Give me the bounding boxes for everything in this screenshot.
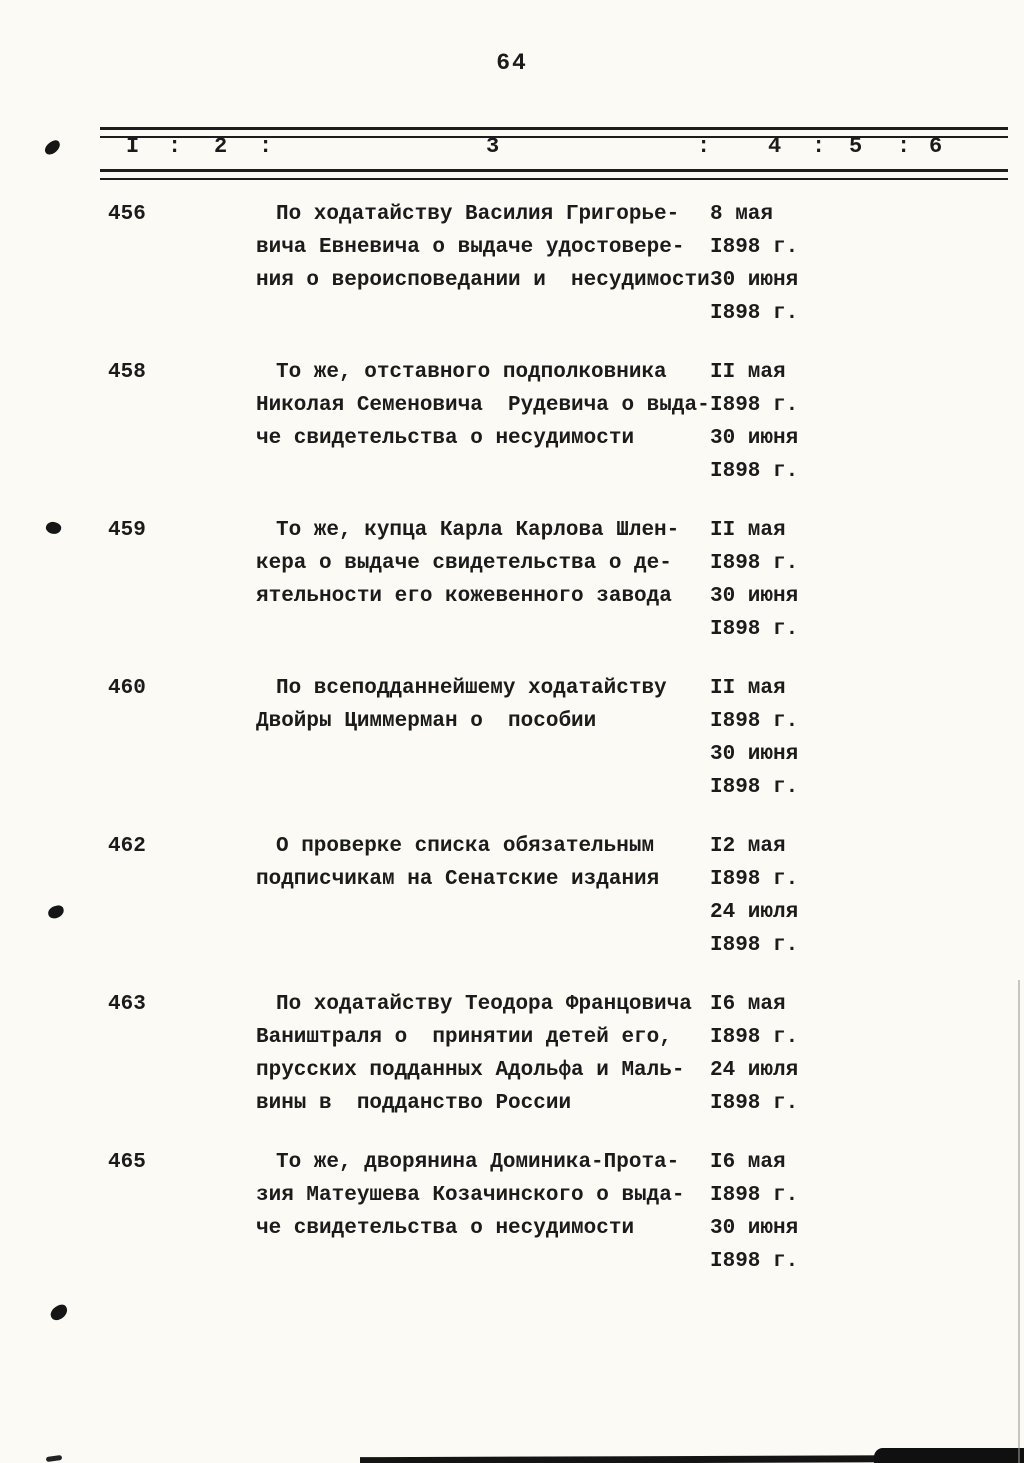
date-line: I898 г. — [710, 1092, 799, 1115]
date-line: I898 г. — [710, 618, 799, 641]
description-line: вича Евневича о выдаче удостовере- — [256, 236, 685, 259]
entry-number: 462 — [108, 835, 146, 858]
entry-description — [256, 988, 708, 1120]
date-line: II мая — [710, 519, 786, 542]
entry-dates — [708, 514, 798, 646]
entry-description — [256, 514, 708, 613]
date-line: I6 мая — [710, 1151, 786, 1174]
header-bottom-rule — [100, 169, 1008, 180]
date-line: I898 г. — [710, 236, 799, 259]
description-line: кера о выдаче свидетельства о де- — [256, 552, 672, 575]
register-entry — [0, 198, 1024, 330]
date-line: 30 июня — [710, 427, 799, 450]
date-line: 30 июня — [710, 585, 799, 608]
date-line: I898 г. — [710, 552, 799, 575]
entry-description — [256, 198, 708, 297]
entry-description — [256, 830, 708, 896]
description-line: Ваништраля о принятии детей его, — [256, 1026, 672, 1049]
description-line: По всеподданнейшему ходатайству — [276, 677, 667, 700]
register-entry — [0, 672, 1024, 804]
entry-number: 456 — [108, 203, 146, 226]
column-separator: : — [259, 134, 273, 159]
description-line: То же, купца Карла Карлова Шлен- — [276, 519, 680, 542]
column-6-header: 6 — [929, 134, 943, 159]
date-line: II мая — [710, 677, 786, 700]
entry-description — [256, 356, 708, 455]
register-entry — [0, 514, 1024, 646]
register-entry — [0, 356, 1024, 488]
description-line: зия Матеушева Козачинского о выда- — [256, 1184, 685, 1207]
entry-dates — [708, 988, 798, 1120]
register-entry — [0, 1146, 1024, 1278]
description-line: О проверке списка обязательным — [276, 835, 655, 858]
column-3-header: 3 — [486, 134, 500, 159]
date-line: I898 г. — [710, 1026, 799, 1049]
entry-number: 460 — [108, 677, 146, 700]
date-line: I898 г. — [710, 1250, 799, 1273]
column-2-header: 2 — [214, 134, 228, 159]
date-line: II мая — [710, 361, 786, 384]
scan-corner-shadow — [874, 1448, 1024, 1463]
description-line: То же, отставного подполковника — [276, 361, 667, 384]
date-line: 24 июля — [710, 1059, 799, 1082]
entry-description — [256, 1146, 708, 1245]
column-4-header: 4 — [768, 134, 782, 159]
entry-dates — [708, 198, 798, 330]
date-line: I898 г. — [710, 1184, 799, 1207]
description-line: подписчикам на Сенатские издания — [256, 868, 660, 891]
entry-dates — [708, 830, 798, 962]
table-header — [0, 134, 1024, 168]
date-line: I898 г. — [710, 394, 799, 417]
description-line: вины в подданство России — [256, 1092, 572, 1115]
column-separator: : — [697, 134, 711, 159]
register-entry — [0, 830, 1024, 962]
entry-number: 463 — [108, 993, 146, 1016]
column-separator: : — [897, 134, 911, 159]
description-line: То же, дворянина Доминика-Прота- — [276, 1151, 680, 1174]
description-line: По ходатайству Теодора Францовича — [276, 993, 692, 1016]
description-line: Двойры Циммерман о пособии — [256, 710, 597, 733]
description-line: ятельности его кожевенного завода — [256, 585, 672, 608]
date-line: 30 июня — [710, 743, 799, 766]
description-line: че свидетельства о несудимости — [256, 1217, 635, 1240]
column-5-header: 5 — [849, 134, 863, 159]
column-1-header: I — [126, 134, 140, 159]
entry-dates — [708, 672, 798, 804]
column-separator: : — [812, 134, 826, 159]
date-line: 30 июня — [710, 269, 799, 292]
description-line: По ходатайству Василия Григорье- — [276, 203, 680, 226]
description-line: ния о вероисповедании и несудимости — [256, 269, 710, 292]
entry-dates — [708, 1146, 798, 1278]
register-entries — [0, 198, 1024, 1304]
date-line: I2 мая — [710, 835, 786, 858]
date-line: I898 г. — [710, 710, 799, 733]
date-line: 30 июня — [710, 1217, 799, 1240]
description-line: че свидетельства о несудимости — [256, 427, 635, 450]
description-line: Николая Семеновича Рудевича о выда- — [256, 394, 710, 417]
ink-mark — [48, 1302, 70, 1322]
entry-number: 458 — [108, 361, 146, 384]
page-number: 64 — [496, 50, 528, 76]
date-line: I898 г. — [710, 776, 799, 799]
description-line: прусских подданных Адольфа и Маль- — [256, 1059, 685, 1082]
date-line: I898 г. — [710, 868, 799, 891]
date-line: I898 г. — [710, 460, 799, 483]
register-entry — [0, 988, 1024, 1120]
entry-dates — [708, 356, 798, 488]
date-line: 24 июля — [710, 901, 799, 924]
date-line: I6 мая — [710, 993, 786, 1016]
entry-description — [256, 672, 708, 738]
date-line: 8 мая — [710, 203, 774, 226]
entry-number: 459 — [108, 519, 146, 542]
scan-edge-line — [1018, 980, 1020, 1463]
column-separator: : — [168, 134, 182, 159]
date-line: I898 г. — [710, 934, 799, 957]
date-line: I898 г. — [710, 302, 799, 325]
entry-number: 465 — [108, 1151, 146, 1174]
ink-mark — [46, 1455, 63, 1462]
